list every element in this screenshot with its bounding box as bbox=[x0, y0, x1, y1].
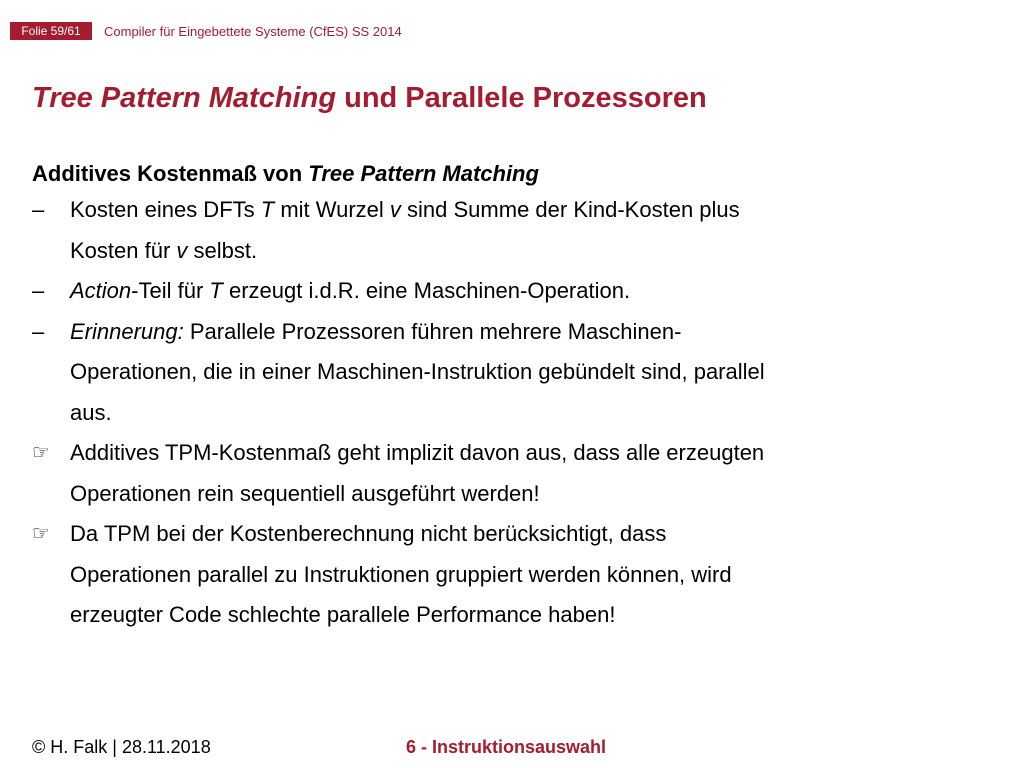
bullet-line: aus. bbox=[70, 399, 112, 425]
bullet-item bbox=[32, 271, 992, 312]
slide-number-badge: Folie 59/61 bbox=[10, 22, 92, 40]
pointing-hand-icon: ☞ bbox=[32, 442, 50, 464]
bullet-line: Operationen parallel zu Instruktionen gruppiert werden können, wird bbox=[70, 561, 732, 587]
slide-header bbox=[10, 22, 1010, 42]
bullet-line: Operationen rein sequentiell ausgeführt werden! bbox=[70, 480, 540, 506]
bullet-line: Da TPM bei der Kostenberechnung nicht berücksichtigt, dass bbox=[70, 521, 667, 546]
bullet-item bbox=[32, 433, 992, 514]
footer-chapter: 6 - Instruktionsauswahl bbox=[406, 737, 607, 757]
bullet-line: Erinnerung: Parallele Prozessoren führen mehrere Maschinen- bbox=[70, 318, 682, 344]
bullet-line: Kosten für v selbst. bbox=[70, 237, 258, 263]
footer-author-date: © H. Falk | 28.11.2018 bbox=[32, 737, 211, 757]
course-title: Compiler für Eingebettete Systeme (CfES) SS 2014 bbox=[104, 24, 402, 39]
section-heading: Additives Kostenmaß von Tree Pattern Matching bbox=[32, 161, 539, 186]
bullet-line: Operationen, die in einer Maschinen-Instruktion gebündelt sind, parallel bbox=[70, 359, 765, 384]
pointing-hand-icon: ☞ bbox=[32, 523, 50, 545]
title-rest-part: und Parallele Prozessoren bbox=[336, 82, 707, 114]
title-italic-part: Tree Pattern Matching bbox=[32, 82, 337, 114]
bullet-line: Kosten eines DFTs T mit Wurzel v sind Summe der Kind-Kosten plus bbox=[70, 197, 740, 222]
slide-body bbox=[32, 158, 992, 636]
dash-marker: – bbox=[32, 278, 45, 303]
dash-marker: – bbox=[32, 318, 45, 344]
bullet-line: erzeugter Code schlechte parallele Performance haben! bbox=[70, 602, 616, 627]
bullet-item bbox=[32, 514, 992, 636]
bullet-line: Additives TPM-Kostenmaß geht implizit davon aus, dass alle erzeugten bbox=[70, 440, 765, 465]
slide-title bbox=[32, 80, 707, 116]
bullet-item bbox=[32, 190, 992, 271]
bullet-line: Action-Teil für T erzeugt i.d.R. eine Maschinen-Operation. bbox=[70, 278, 631, 303]
bullet-item bbox=[32, 312, 992, 434]
dash-marker: – bbox=[32, 197, 45, 222]
